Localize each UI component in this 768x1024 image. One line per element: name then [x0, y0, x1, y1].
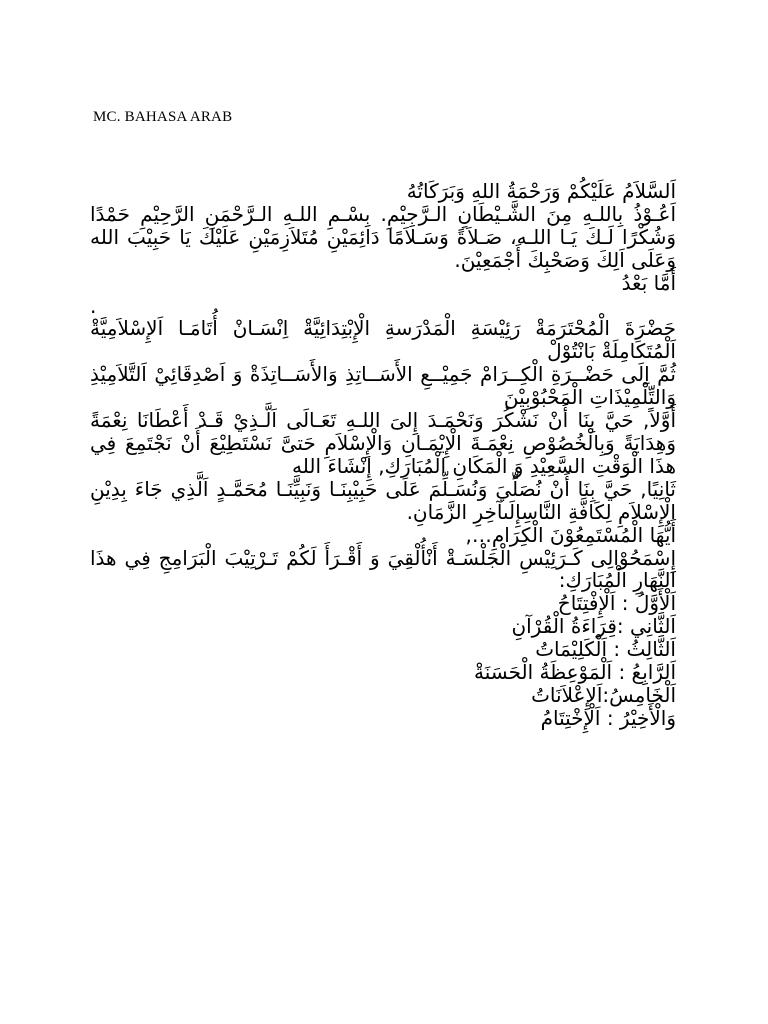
- audience-address-line: أَيُّهَا الْمُسْتَمِعُوْنَ الْكِرَامِ…,: [465, 522, 676, 547]
- program-intro-paragraph: إِسْمَحُوْالِى كَـرَئِيْسِ الْجَلْسَـةْ أَنْأُلْقِيَ وَ أَقْـرَأَ لَكُمْ تَـرْتِيْبَ الْبَرَامِجِ فِي هذَا النَّهَارِ الْمُبَارَكِ:: [90, 545, 676, 593]
- separator-dot: .: [90, 293, 97, 318]
- first-gratitude-paragraph: أَوَّلاً, حَيَّ بِنَا أَنْ نَشْكُرَ وَنَحْمَـدَ إِلىَ اللـهِ تَعَـالَى اَلَّـذِيْ قَـدْ أَعْطَانَا نِعْمَةً وَهِدَايَةً وَبِالْخُصُوْصِ نِعْمَـةَ الْإِيْمَـانِ وَالْإِسْلاَمِ حَتىَّ نَسْتَطِيْعَ أَنْ نَجْتَمِعَ فِي هذَا الْوَقْتِ السَّعِيْدِ وَ الْمَكَانِ الْمُبَارَكِ, إِنْشَاءَ اللهِ: [90, 408, 676, 478]
- document-header-title: MC. BAHASA ARAB: [93, 109, 233, 125]
- amma-badu-line: أَمَّا بَعْدُ: [621, 270, 676, 295]
- program-item-first: اَلْأَوَّلُ : اَلْإِفْتِتَاحُ: [557, 591, 676, 616]
- address-headmistress-paragraph: حَضْرَةَ الْمُحْتَرَمَةْ رَئِيْسَةِ الْمَدْرَسةِ الْإِبْتِدَائِيَّةْ اِنْسَـانْ أُتَامَـا اَلإِسْلاَمِيَّةْ اَلْمُتَكَامِلَةْ بَانْتُوْلْ: [90, 316, 676, 364]
- second-salawat-paragraph: ثَانِيًا, حَيَّ بِنَا أَنْ نُصَلِّيَ وَنُسَـلِّمَ عَلَى حَبِيْبِنَـا وَنَبِيِّنَـا مُحَمَّـدٍ اَلَّذِي جَاءَ بِدِيْنِ الْإِسْلاَمِ لِكَافَّةِ النَّاسِإِلَىآخِرِ الزَّمَانِ.: [90, 476, 676, 524]
- program-item-last: وَالْأَخِيْرُ : اَلْإِخْتِتَامُ: [540, 705, 676, 730]
- program-item-third: اَلثَّالِثُ : اَلْكَلِيْمَاتُ: [535, 637, 676, 662]
- greeting-line: اَلسَّلاَمُ عَلَيْكُمْ وَرَحْمَةُ اللهِ وَبَرَكَاتُهُ: [406, 179, 676, 203]
- speech-body: [90, 180, 676, 730]
- program-item-fourth: اَلرَّابِعُ : اَلْمَوْعِظَةُ الْحَسَنَةْ: [473, 660, 676, 685]
- program-item-second: اَلثَّانِي :قِرَاءَةُ الْقُرْآنِ: [511, 614, 676, 639]
- opening-paragraph: اَعُـوْذُ بِاللـهِ مِنَ الشَّـيْطَانِ الـرَّجِيْمِ. بِسْـمِ اللـهِ الـرَّحْمَنِ الرَّحِيْمِ حَمْدًا وَشُكْرًا لَـكَ يَـا اللـه، صَـلاَةً وَسَـلاَمًا دَائِمَيْنِ مُتَلاَزِمَيْنِ عَلَيْكَ يَا حَبِيْبَ الله وَعَلَى اَلِكَ وَصَحْبِكَ أَجْمَعِيْنَ.: [90, 201, 676, 272]
- program-item-fifth: اَلْخَامِسُ:اَلإِعْلاَنَاتُ: [531, 682, 676, 707]
- address-teachers-paragraph: ثُمَّ اِلَى حَضْــرَةِ الْكِــرَامْ جَمِيْــعِ الأَسَــاتِذِ وَالأَسَــاتِذَةْ وَ اَصْدِقَائِيْ اَلتَّلاَمِيْذِ وَالتِّلْمِيْذَاتِ الْمَحْبُوْبِيْنَ: [90, 362, 676, 410]
